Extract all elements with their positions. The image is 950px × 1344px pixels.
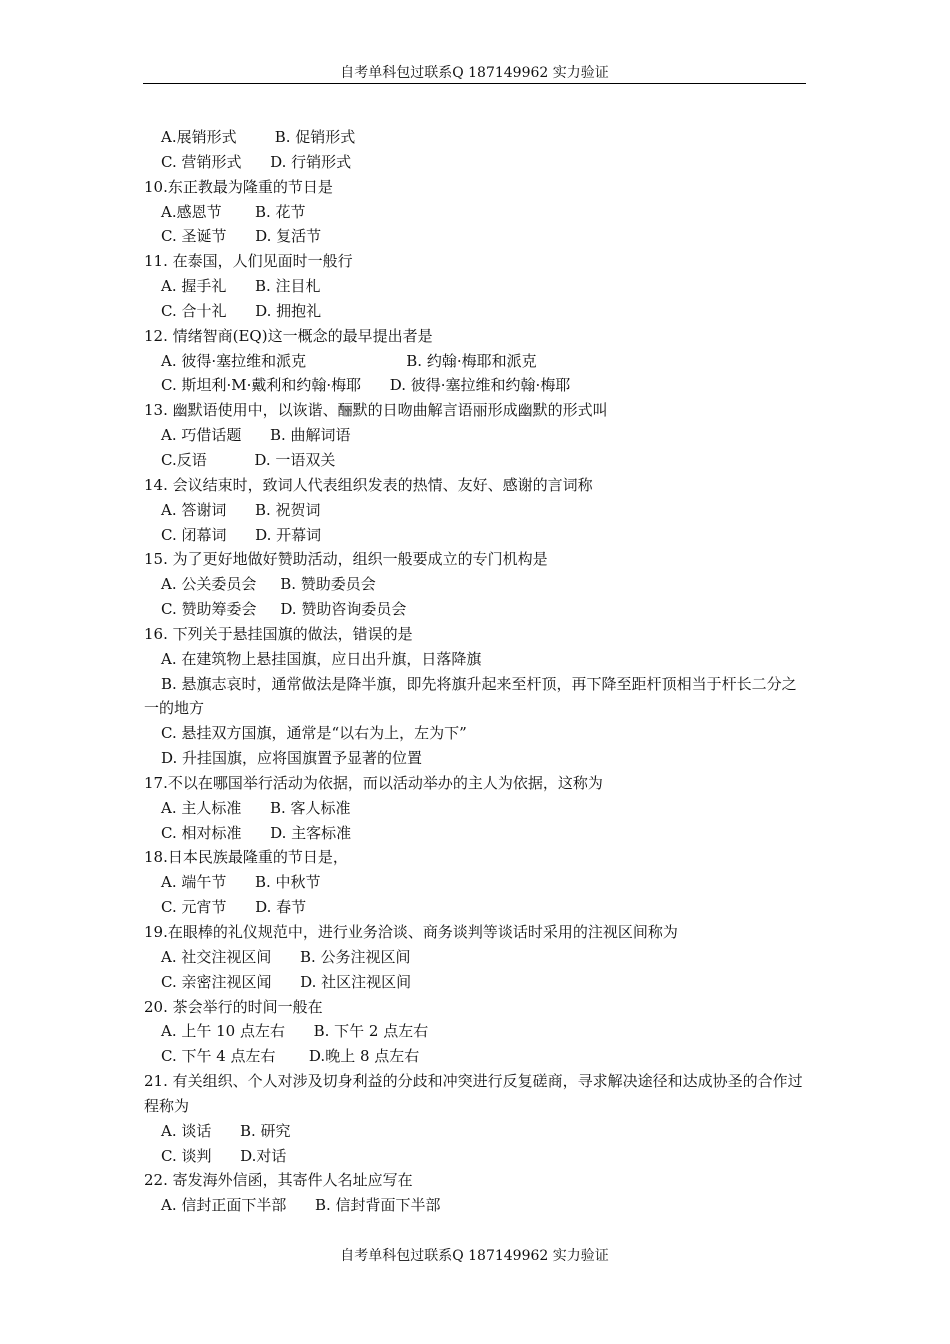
question-stem: 15. 为了更好地做好赞助活动，组织一般要成立的专门机构是 [144, 550, 548, 569]
answer-option: C. 下午 4 点左右 D.晚上 8 点左右 [161, 1047, 420, 1066]
answer-option: C. 元宵节 D. 春节 [161, 898, 307, 917]
answer-option: C. 亲密注视区闻 D. 社区注视区间 [161, 972, 412, 991]
answer-option: A. 端午节 B. 中秋节 [161, 873, 321, 892]
answer-option: C. 合十礼 D. 拥抱礼 [161, 301, 322, 320]
question-stem: 20. 茶会举行的时间一般在 [144, 997, 323, 1016]
question-stem: 22. 寄发海外信函，其寄件人名址应写在 [144, 1171, 413, 1190]
answer-option: D. 升挂国旗，应将国旗置予显著的位置 [161, 749, 423, 768]
question-stem: 17.不以在哪国举行活动为依据，而以活动举办的主人为依据，这称为 [144, 773, 603, 792]
answer-option: C. 闭幕词 D. 开幕词 [161, 525, 322, 544]
answer-option: A. 握手礼 B. 注目札 [161, 277, 321, 296]
page-header: 自考单科包过联系Q 187149962 实力验证 [340, 65, 609, 81]
question-list [144, 125, 808, 1218]
header-rule [143, 83, 806, 84]
answer-option: C.反语 D. 一语双关 [161, 450, 336, 469]
question-stem: 19.在眼棒的礼仪规范中，进行业务洽谈、商务谈判等谈话时采用的注视区间称为 [144, 923, 678, 941]
answer-option: A. 社交注视区间 B. 公务注视区间 [161, 947, 411, 966]
question-stem: 16. 下列关于悬挂国旗的做法，错误的是 [144, 624, 413, 643]
answer-option: A. 彼得·塞拉维和派克 B. 约翰·梅耶和派克 [161, 351, 537, 370]
answer-option: C. 圣诞节 D. 复活节 [161, 227, 322, 246]
answer-option: C. 赞助筹委会 D. 赞助咨询委员会 [161, 600, 407, 619]
answer-option: A. 公关委员会 B. 赞助委员会 [161, 575, 376, 594]
question-stem: 12. 情绪智商(EQ)这一概念的最早提出者是 [144, 326, 433, 345]
page-footer: 自考单科包过联系Q 187149962 实力验证 [340, 1248, 609, 1264]
question-stem: 14. 会议结束时，致词人代表组织发表的热情、友好、感谢的言词称 [144, 475, 593, 494]
answer-option: A. 答谢词 B. 祝贺词 [161, 500, 321, 519]
question-stem: 11. 在泰国，人们见面时一般行 [144, 252, 353, 271]
question-stem: 13. 幽默语使用中，以诙谐、酾默的日吻曲解言语丽形成幽默的形式叫 [144, 401, 608, 420]
answer-option: A. 巧借话题 B. 曲解词语 [161, 426, 351, 445]
answer-option: C. 斯坦利·M·戴利和约翰·梅耶 D. 彼得·塞拉维和约翰·梅耶 [161, 376, 571, 395]
answer-option: A. 信封正面下半部 B. 信封背面下半部 [161, 1196, 441, 1215]
answer-option: C. 谈判 D.对话 [161, 1146, 287, 1165]
question-stem: 18.日本民族最隆重的节日是， [144, 848, 348, 867]
answer-option: C. 营销形式 D. 行销形式 [161, 152, 352, 171]
answer-option: A. 谈话 B. 研究 [161, 1121, 291, 1140]
question-stem: 21. 有关组织、个人对涉及切身利益的分歧和冲突进行反复磋商，寻求解决途径和达成协圣的合作过程称为 [144, 1072, 803, 1115]
answer-option: A. 在建筑物上悬挂国旗，应日出升旗，日落降旗 [161, 649, 482, 668]
answer-option: A.感恩节 B. 花节 [161, 202, 306, 221]
answer-option: A.展销形式 B. 促销形式 [161, 128, 356, 146]
answer-option: B. 悬旗志哀时，通常做法是降半旗，即先将旗升起来至杆顶，再下降至距杆顶相当于杆长二分之一的地方 [144, 674, 797, 718]
answer-option: A. 上午 10 点左右 B. 下午 2 点左右 [161, 1022, 429, 1041]
answer-option: C. 相对标准 D. 主客标准 [161, 823, 352, 842]
answer-option: A. 主人标准 B. 客人标准 [161, 798, 351, 817]
question-stem: 10.东正教最为隆重的节日是 [144, 177, 333, 196]
answer-option: C. 悬挂双方国旗，通常是“以右为上，左为下” [161, 724, 467, 743]
